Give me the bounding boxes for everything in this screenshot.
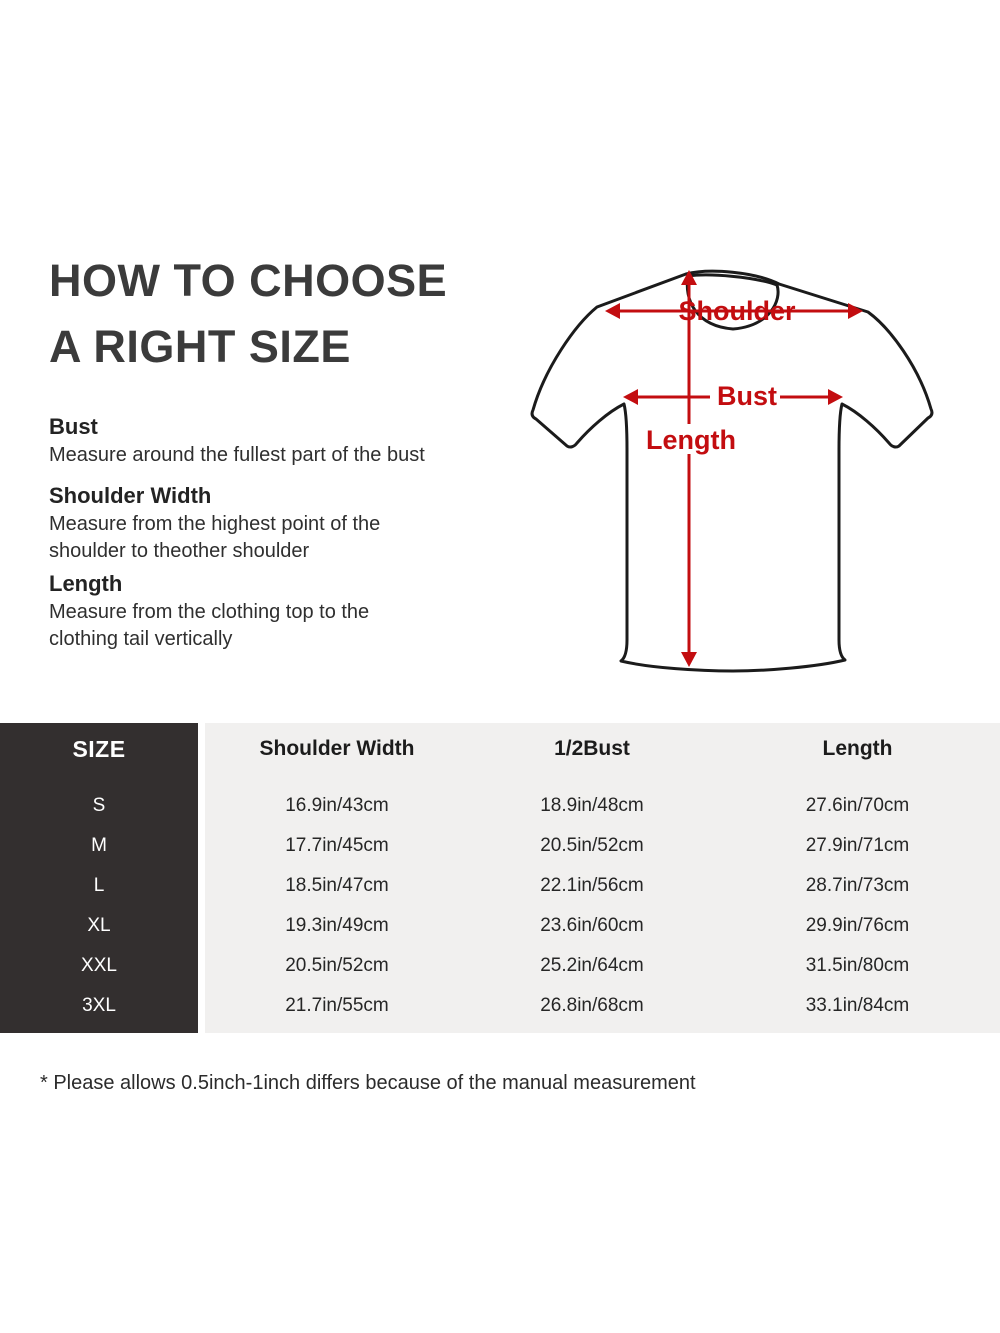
length-section-desc: Measure from the clothing top to the clothing tail vertically bbox=[49, 601, 370, 650]
tshirt-outline bbox=[532, 271, 932, 671]
row-bust-value: 23.6in/60cm bbox=[540, 915, 644, 936]
table-row-m bbox=[0, 826, 1000, 866]
length-arrow-label: Length bbox=[646, 425, 736, 455]
measurement-disclaimer: * Please allows 0.5inch-1inch differs because of the manual measurement bbox=[40, 1072, 696, 1094]
table-row-xl bbox=[0, 906, 1000, 946]
table-row-3xl bbox=[0, 986, 1000, 1026]
row-bust-value: 18.9in/48cm bbox=[540, 795, 644, 816]
row-bust-value: 20.5in/52cm bbox=[540, 835, 644, 856]
row-size-label: XL bbox=[87, 915, 111, 936]
row-shoulder-value: 17.7in/45cm bbox=[285, 835, 389, 856]
row-length-value: 28.7in/73cm bbox=[805, 875, 910, 896]
bust-section-desc: Measure around the fullest part of the bust bbox=[49, 444, 425, 466]
row-size-label: 3XL bbox=[82, 995, 116, 1016]
row-length-value: 31.5in/80cm bbox=[805, 955, 910, 976]
header-shoulder-width: Shoulder Width bbox=[259, 737, 415, 760]
row-shoulder-value: 21.7in/55cm bbox=[285, 995, 389, 1016]
shoulder-section-desc: Measure from the highest point of the shoulder to theother shoulder bbox=[49, 513, 381, 562]
row-size-label: L bbox=[93, 875, 105, 896]
row-shoulder-value: 20.5in/52cm bbox=[285, 955, 389, 976]
row-shoulder-value: 16.9in/43cm bbox=[285, 795, 389, 816]
bust-section-title: Bust bbox=[49, 414, 98, 439]
length-section-title: Length bbox=[49, 571, 123, 596]
header-length: Length bbox=[822, 737, 893, 760]
row-bust-value: 25.2in/64cm bbox=[540, 955, 644, 976]
header-size: SIZE bbox=[72, 736, 126, 762]
row-length-value: 29.9in/76cm bbox=[805, 915, 910, 936]
page-title-line2: A RIGHT SIZE bbox=[49, 321, 351, 372]
row-bust-value: 26.8in/68cm bbox=[540, 995, 644, 1016]
row-length-value: 33.1in/84cm bbox=[805, 995, 910, 1016]
row-size-label: S bbox=[92, 795, 106, 816]
shoulder-arrow-label: Shoulder bbox=[678, 296, 796, 326]
row-size-label: XXL bbox=[81, 955, 117, 976]
row-length-value: 27.9in/71cm bbox=[805, 835, 910, 856]
page-title-line1: HOW TO CHOOSE bbox=[49, 255, 448, 306]
page-title bbox=[49, 248, 447, 380]
tshirt-measure-diagram bbox=[500, 245, 940, 680]
row-shoulder-value: 19.3in/49cm bbox=[285, 915, 389, 936]
table-row-s bbox=[0, 786, 1000, 826]
size-table-header-row bbox=[0, 723, 1000, 775]
row-size-label: M bbox=[91, 835, 107, 856]
row-bust-value: 22.1in/56cm bbox=[540, 875, 644, 896]
header-half-bust: 1/2Bust bbox=[554, 737, 630, 760]
bust-arrow-label: Bust bbox=[717, 381, 777, 411]
table-row-l bbox=[0, 866, 1000, 906]
table-row-xxl bbox=[0, 946, 1000, 986]
row-shoulder-value: 18.5in/47cm bbox=[285, 875, 389, 896]
row-length-value: 27.6in/70cm bbox=[805, 795, 910, 816]
shoulder-section-title: Shoulder Width bbox=[49, 483, 212, 508]
